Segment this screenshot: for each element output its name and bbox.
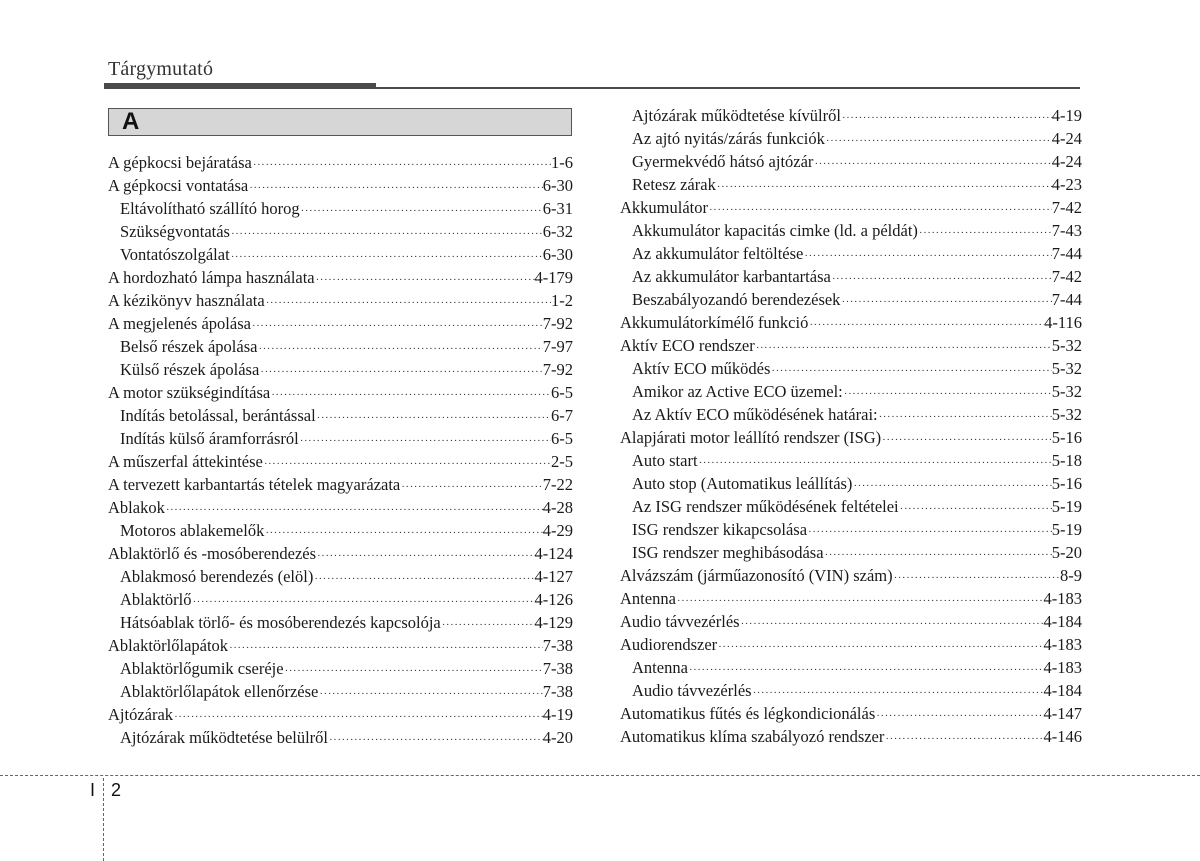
entry-page-ref: 5-32 (1051, 405, 1082, 424)
index-entry (108, 174, 573, 197)
index-subentry (620, 495, 1082, 518)
entry-page-ref: 4-24 (1051, 152, 1082, 171)
entry-name: A gépkocsi bejáratása (108, 153, 252, 172)
entry-name: Az Aktív ECO működésének határai: (632, 405, 878, 424)
index-subentry (108, 220, 573, 243)
entry-name: Gyermekvédő hátsó ajtózár (632, 152, 814, 171)
entry-page-ref: 4-183 (1043, 658, 1082, 677)
index-entry (620, 610, 1082, 633)
entry-name: Automatikus fűtés és légkondicionálás (620, 704, 876, 723)
entry-name: Ablaktörlő és -mosóberendezés (108, 544, 317, 563)
index-subentry (620, 357, 1082, 380)
entry-name: Ablaktörlőgumik cseréje (120, 659, 284, 678)
entry-name: ISG rendszer kikapcsolása (632, 520, 808, 539)
footer-dashed-divider (103, 778, 104, 861)
section-letter: A (122, 108, 140, 135)
index-entry (620, 426, 1082, 449)
index-subentry (620, 656, 1082, 679)
index-subentry (620, 219, 1082, 242)
dot-leader (265, 292, 551, 315)
dot-leader (899, 498, 1052, 521)
entry-name: Antenna (632, 658, 688, 677)
dot-leader (400, 476, 543, 499)
dot-leader (884, 728, 1043, 751)
dot-leader (831, 268, 1052, 291)
index-subentry (108, 335, 573, 358)
entry-name: A gépkocsi vontatása (108, 176, 249, 195)
entry-name: Retesz zárak (632, 175, 716, 194)
entry-name: Akkumulátorkímélő funkció (620, 313, 809, 332)
index-subentry (620, 242, 1082, 265)
entry-name: Indítás külső áramforrásról (120, 429, 299, 448)
section-letter-box (108, 108, 572, 136)
entry-page-ref: 5-19 (1051, 520, 1082, 539)
footer-section-label: I (90, 780, 96, 800)
index-subentry (108, 680, 573, 703)
entry-page-ref: 7-38 (542, 659, 573, 678)
entry-name: Aktív ECO rendszer (620, 336, 755, 355)
index-entry (108, 496, 573, 519)
entry-name: Auto start (632, 451, 698, 470)
entry-page-ref: 5-19 (1051, 497, 1082, 516)
dot-leader (328, 729, 543, 752)
index-subentry (108, 657, 573, 680)
dot-leader (299, 430, 551, 453)
index-subentry (108, 404, 573, 427)
index-subentry (108, 427, 573, 450)
header-rule-thin (376, 87, 1080, 89)
entry-page-ref: 5-32 (1051, 382, 1082, 401)
dot-leader (918, 222, 1052, 245)
entry-name: ISG rendszer meghibásodása (632, 543, 824, 562)
entry-page-ref: 4-19 (1051, 106, 1082, 125)
entry-page-ref: 7-92 (542, 314, 573, 333)
index-subentry (620, 127, 1082, 150)
index-subentry (620, 449, 1082, 472)
entry-page-ref: 7-43 (1051, 221, 1082, 240)
index-subentry (108, 358, 573, 381)
header-rule-thick (104, 83, 376, 89)
index-entry (620, 633, 1082, 656)
entry-name: A kézikönyv használata (108, 291, 265, 310)
entry-page-ref: 5-32 (1051, 359, 1082, 378)
entry-name: A megjelenés ápolása (108, 314, 251, 333)
entry-page-ref: 4-184 (1043, 681, 1082, 700)
entry-page-ref: 7-42 (1051, 198, 1082, 217)
dot-leader (284, 660, 543, 683)
dot-leader (740, 613, 1044, 636)
index-entry (108, 289, 573, 312)
dot-leader (313, 568, 534, 591)
index-subentry (620, 679, 1082, 702)
entry-page-ref: 4-126 (534, 590, 573, 609)
index-entry (620, 725, 1082, 748)
dot-leader (808, 314, 1044, 337)
entry-name: Az akkumulátor feltöltése (632, 244, 804, 263)
index-entry (108, 381, 573, 404)
entry-name: A hordozható lámpa használata (108, 268, 315, 287)
index-subentry (620, 104, 1082, 127)
entry-name: Amikor az Active ECO üzemel: (632, 382, 843, 401)
index-entry (108, 473, 573, 496)
entry-name: Automatikus klíma szabályozó rendszer (620, 727, 885, 746)
index-entry (620, 311, 1082, 334)
entry-page-ref: 5-18 (1051, 451, 1082, 470)
entry-page-ref: 4-19 (542, 705, 573, 724)
dot-leader (316, 545, 534, 568)
entry-name: Akkumulátor (620, 198, 708, 217)
dot-leader (251, 315, 543, 338)
dot-leader (755, 337, 1052, 360)
index-entry (620, 196, 1082, 219)
dot-leader (840, 291, 1051, 314)
entry-page-ref: 4-124 (534, 544, 573, 563)
entry-name: Aktív ECO működés (632, 359, 771, 378)
entry-page-ref: 4-20 (542, 728, 573, 747)
dot-leader (893, 567, 1060, 590)
entry-name: A műszerfal áttekintése (108, 452, 263, 471)
entry-name: Audiorendszer (620, 635, 718, 654)
entry-name: A motor szükségindítása (108, 383, 271, 402)
index-subentry (620, 265, 1082, 288)
entry-name: Az akkumulátor karbantartása (632, 267, 831, 286)
entry-page-ref: 6-7 (551, 406, 573, 425)
dot-leader (259, 361, 542, 384)
dot-leader (315, 269, 535, 292)
index-entry (108, 703, 573, 726)
dot-leader (230, 223, 543, 246)
index-subentry (108, 588, 573, 611)
footer-page-number: 2 (111, 780, 122, 800)
dot-leader (813, 153, 1051, 176)
index-entry (620, 587, 1082, 610)
entry-page-ref: 6-30 (542, 176, 573, 195)
entry-page-ref: 7-44 (1051, 290, 1082, 309)
entry-page-ref: 5-20 (1051, 543, 1082, 562)
entry-name: Ablakok (108, 498, 165, 517)
index-subentry (620, 380, 1082, 403)
entry-name: Akkumulátor kapacitás cimke (ld. a példát) (632, 221, 918, 240)
dot-leader (716, 176, 1052, 199)
entry-name: Motoros ablakemelők (120, 521, 265, 540)
entry-name: Szükségvontatás (120, 222, 230, 241)
dot-leader (717, 636, 1043, 659)
dot-leader (257, 338, 542, 361)
entry-page-ref: 7-97 (542, 337, 573, 356)
index-entry (108, 266, 573, 289)
dot-leader (441, 614, 535, 637)
page-title: Tárgymutató (108, 58, 214, 80)
entry-page-ref: 7-22 (542, 475, 573, 494)
entry-page-ref: 8-9 (1060, 566, 1082, 585)
entry-page-ref: 6-31 (542, 199, 573, 218)
entry-page-ref: 4-116 (1044, 313, 1082, 332)
index-subentry (620, 288, 1082, 311)
index-column-right (620, 104, 1082, 748)
entry-name: Ablakmosó berendezés (elöl) (120, 567, 314, 586)
index-subentry (620, 518, 1082, 541)
footer-dashed-rule (0, 775, 1200, 776)
index-entry (620, 334, 1082, 357)
dot-leader (316, 407, 551, 430)
dot-leader (878, 406, 1052, 429)
entry-page-ref: 4-183 (1043, 635, 1082, 654)
index-entry (620, 702, 1082, 725)
entry-name: Ajtózárak működtetése kívülről (632, 106, 841, 125)
entry-name: Antenna (620, 589, 676, 608)
index-entry (620, 564, 1082, 587)
index-subentry (108, 519, 573, 542)
entry-name: Vontatószolgálat (120, 245, 230, 264)
entry-page-ref: 7-42 (1051, 267, 1082, 286)
entry-page-ref: 7-44 (1051, 244, 1082, 263)
entry-name: Alvázszám (járműazonosító (VIN) szám) (620, 566, 893, 585)
index-subentry (620, 173, 1082, 196)
index-subentry (108, 565, 573, 588)
entry-name: Az ISG rendszer működésének feltételei (632, 497, 899, 516)
index-subentry (108, 197, 573, 220)
entry-name: Audio távvezérlés (632, 681, 752, 700)
entry-name: Külső részek ápolása (120, 360, 260, 379)
entry-name: Ajtózárak működtetése belülről (120, 728, 329, 747)
index-entry (108, 312, 573, 335)
entry-name: Ablaktörlő (120, 590, 192, 609)
dot-leader (803, 245, 1051, 268)
index-subentry (620, 541, 1082, 564)
entry-page-ref: 6-30 (542, 245, 573, 264)
entry-name: Ablaktörlőlapátok (108, 636, 229, 655)
dot-leader (881, 429, 1052, 452)
entry-page-ref: 5-16 (1051, 474, 1082, 493)
entry-page-ref: 4-184 (1043, 612, 1082, 631)
index-subentry (108, 243, 573, 266)
entry-page-ref: 1-2 (551, 291, 573, 310)
entry-name: Belső részek ápolása (120, 337, 258, 356)
index-entry (108, 450, 573, 473)
index-entry (108, 151, 573, 174)
index-entry (108, 634, 573, 657)
dot-leader (252, 154, 551, 177)
entry-page-ref: 2-5 (551, 452, 573, 471)
dot-leader (318, 683, 542, 706)
entry-page-ref: 7-38 (542, 682, 573, 701)
dot-leader (300, 200, 543, 223)
index-entry (108, 542, 573, 565)
entry-page-ref: 4-183 (1043, 589, 1082, 608)
dot-leader (825, 130, 1052, 153)
entry-page-ref: 5-16 (1051, 428, 1082, 447)
entry-name: A tervezett karbantartás tételek magyarázata (108, 475, 401, 494)
dot-leader (875, 705, 1043, 728)
entry-page-ref: 4-29 (542, 521, 573, 540)
entry-page-ref: 4-129 (534, 613, 573, 632)
entry-page-ref: 7-92 (542, 360, 573, 379)
dot-leader (841, 107, 1052, 130)
entry-name: Alapjárati motor leállító rendszer (ISG) (620, 428, 882, 447)
entry-page-ref: 6-5 (551, 429, 573, 448)
entry-name: Indítás betolással, berántással (120, 406, 316, 425)
dot-leader (807, 521, 1052, 544)
entry-name: Ajtózárak (108, 705, 174, 724)
entry-page-ref: 4-24 (1051, 129, 1082, 148)
entry-page-ref: 4-147 (1043, 704, 1082, 723)
entry-page-ref: 7-38 (542, 636, 573, 655)
entry-name: Az ajtó nyitás/zárás funkciók (632, 129, 825, 148)
entry-page-ref: 1-6 (551, 153, 573, 172)
entry-page-ref: 5-32 (1051, 336, 1082, 355)
entry-name: Beszabályozandó berendezések (632, 290, 841, 309)
entry-name: Auto stop (Automatikus leállítás) (632, 474, 853, 493)
entry-page-ref: 6-5 (551, 383, 573, 402)
entry-page-ref: 4-146 (1043, 727, 1082, 746)
index-column-left (108, 151, 573, 749)
entry-name: Audio távvezérlés (620, 612, 740, 631)
entry-name: Ablaktörlőlapátok ellenőrzése (120, 682, 319, 701)
index-subentry (108, 726, 573, 749)
entry-page-ref: 6-32 (542, 222, 573, 241)
entry-name: Hátsóablak törlő- és mosóberendezés kapcsolója (120, 613, 441, 632)
index-subentry (108, 611, 573, 634)
entry-page-ref: 4-28 (542, 498, 573, 517)
entry-name: Eltávolítható szállító horog (120, 199, 300, 218)
index-subentry (620, 403, 1082, 426)
entry-page-ref: 4-127 (534, 567, 573, 586)
entry-page-ref: 4-179 (534, 268, 573, 287)
entry-page-ref: 4-23 (1051, 175, 1082, 194)
index-subentry (620, 150, 1082, 173)
index-subentry (620, 472, 1082, 495)
